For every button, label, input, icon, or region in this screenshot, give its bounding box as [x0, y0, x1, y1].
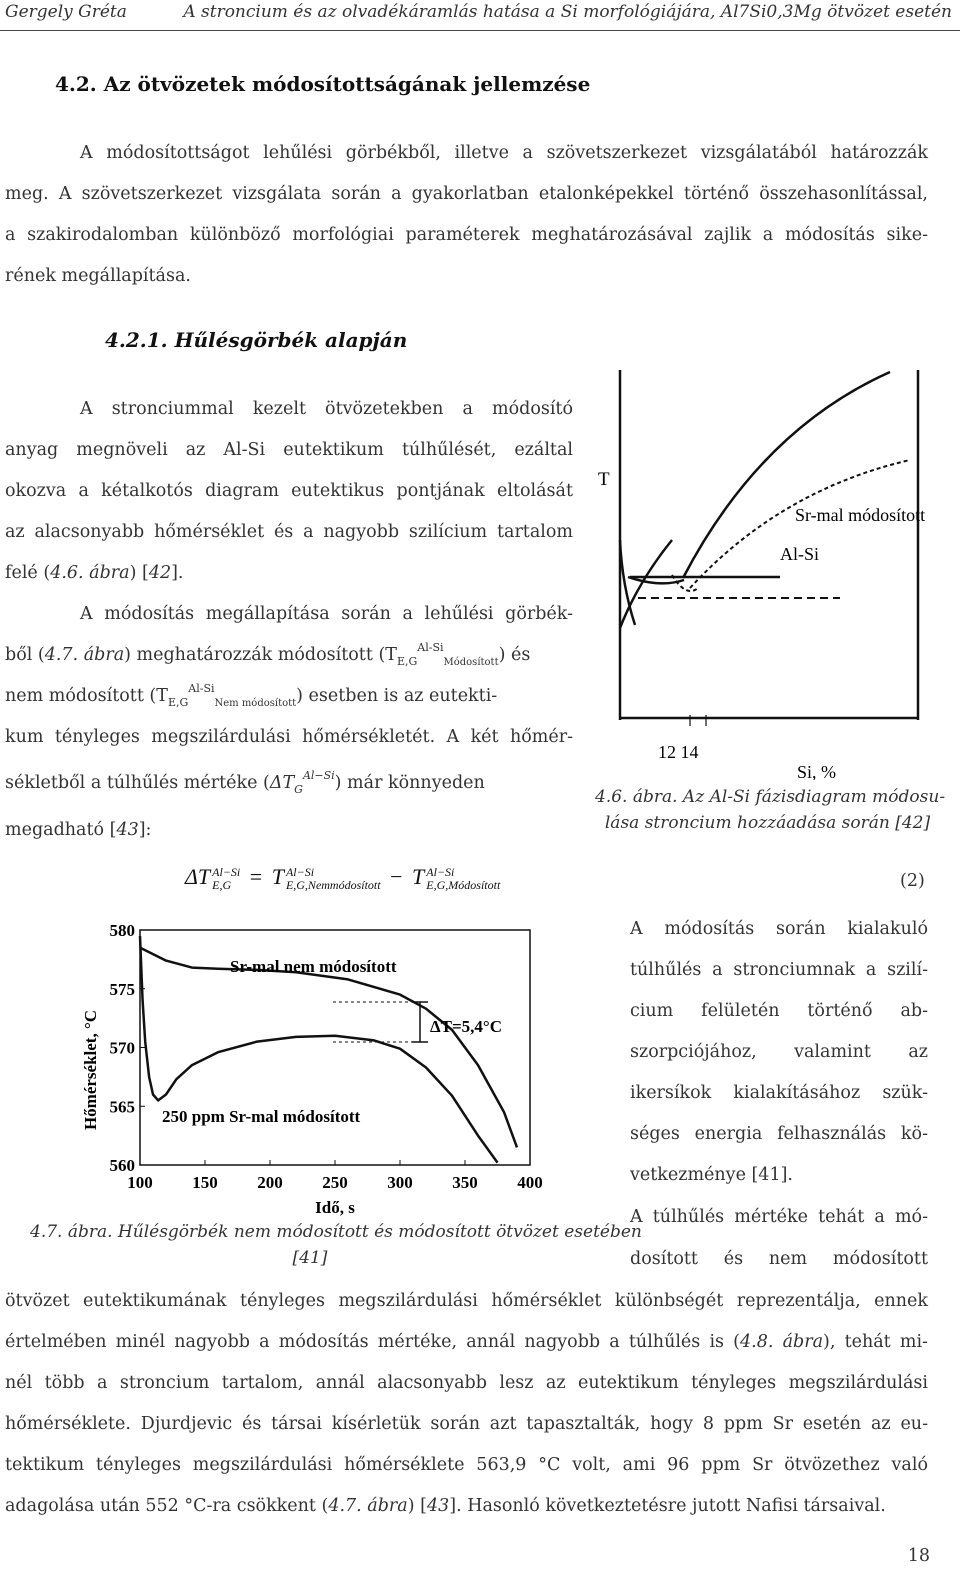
equation-number: (2)	[900, 871, 925, 891]
figure-ref: 4.6. ábra	[50, 563, 130, 583]
left-line-7: ből (4.7. ábra) meghatározzák módosított $(T_{E,G}^{Al-Si}_{Módosított})$ és	[5, 641, 531, 668]
x-tick-label: 250	[322, 1173, 348, 1192]
left-line-5: felé (4.6. ábra) [42].	[5, 563, 184, 583]
figure-ref: 4.8. ábra	[740, 1332, 824, 1352]
cooling-caption-line-1: 4.7. ábra. Hűlésgörbék nem módosított és módosított ötvözet esetében	[30, 1222, 642, 1242]
bottom-line-1: ötvözet eutektikumának tényleges megszilárdulási hőmérséklet különbségét reprezentálja, ennek	[5, 1291, 928, 1311]
x-tick-label: 400	[517, 1173, 543, 1192]
left-line-6: A módosítás megállapítása során a lehűlési görbék-	[80, 604, 573, 624]
cooling-y-label: Hőmérséklet, °C	[81, 1009, 100, 1131]
citation: 43	[116, 820, 139, 840]
left-line-11: megadható [43]:	[5, 820, 152, 840]
left-line-4: az alacsonyabb hőmérséklet és a nagyobb szilícium tartalom	[5, 522, 573, 542]
left-line-1: A stronciummal kezelt ötvözetekben a módosító	[80, 399, 573, 419]
x-tick-label: 300	[387, 1173, 413, 1192]
x-tick-label: 100	[127, 1173, 153, 1192]
right-line-2: túlhűlés a stronciumnak a szilí-	[630, 960, 928, 980]
x-tick-label: 150	[192, 1173, 218, 1192]
bottom-line-2: értelmében minél nagyobb a módosítás mértéke, annál nagyobb a túlhűlés is (4.8. ábra), tehát mi-	[5, 1332, 928, 1352]
right-line-4: szorpciójához, valamint az	[630, 1042, 928, 1062]
right-line-9: dosított és nem módosított	[630, 1249, 928, 1269]
phase-y-label: T	[598, 469, 610, 490]
phase-x-label: Si, %	[797, 762, 837, 780]
cooling-delta-annotation: ΔT=5,4°C	[430, 1017, 503, 1036]
phase-label-modified: Sr-mal módosított	[795, 505, 926, 525]
intro-line-4: rének megállapítása.	[5, 266, 191, 286]
left-line-9: kum tényleges megszilárdulási hőmérsékletét. A két hőmér-	[5, 727, 573, 747]
right-line-6: séges energia felhasználás kö-	[630, 1124, 928, 1144]
bottom-line-3: nél több a stroncium tartalom, annál alacsonyabb lesz az eutektikum tényleges megszilárdulási	[5, 1373, 928, 1393]
intro-line-3: a szakirodalomban különböző morfológiai paraméterek meghatározásával zajlik a módosítás sike-	[5, 225, 928, 245]
cooling-caption-line-2: [41]	[292, 1248, 328, 1268]
left-line-10: sékletből a túlhűlés mértéke $(\Delta T_G^{Al-Si})$ már könnyeden	[5, 769, 485, 796]
phase-caption-line-1: 4.6. ábra. Az Al-Si fázisdiagram módosu-	[595, 787, 946, 807]
cooling-chart	[78, 915, 548, 1220]
citation: 43	[426, 1496, 450, 1516]
y-tick-label: 580	[109, 921, 135, 940]
phase-x-ticks: 12 14	[658, 742, 699, 762]
y-tick-label: 575	[109, 979, 135, 999]
figure-ref: 4.7. ábra	[328, 1496, 408, 1516]
right-line-1: A módosítás során kialakuló	[630, 919, 928, 939]
bottom-line-6: adagolása után 552 °C-ra csökkent (4.7. ábra) [43]. Hasonló következtetésre jutott Nafisi társaival.	[5, 1496, 886, 1516]
section-heading: 4.2. Az ötvözetek módosítottságának jellemzése	[55, 72, 591, 96]
page-number: 18	[907, 1546, 930, 1566]
header-rule	[0, 30, 960, 31]
y-tick-label: 560	[109, 1156, 135, 1175]
right-line-5: ikersíkok kialakításához szük-	[630, 1083, 928, 1103]
cooling-series-label-1: Sr-mal nem módosított	[230, 957, 397, 976]
equation: ΔT Al−Si E,G = T Al−Si E,G,Nemmódosított − T Al−Si E,G,Módosított	[185, 864, 501, 892]
phase-label-alsi: Al-Si	[780, 544, 820, 564]
subsection-heading: 4.2.1. Hűlésgörbék alapján	[105, 328, 408, 352]
x-tick-label: 200	[257, 1173, 283, 1192]
intro-line-2: meg. A szövetszerkezet vizsgálata során a gyakorlatban etalonképekkel történő összehasonlítással,	[5, 184, 928, 204]
y-tick-label: 570	[109, 1038, 135, 1058]
right-line-3: cium felületén történő ab-	[630, 1001, 928, 1021]
bottom-line-5: tektikum tényleges megszilárdulási hőmérséklete 563,9 °C volt, ami 96 ppm Sr ötvözethez való	[5, 1455, 928, 1475]
phase-caption-line-2: lása stroncium hozzáadása során [42]	[604, 813, 931, 833]
intro-line-1: A módosítottságot lehűlési görbékből, illetve a szövetszerkezet vizsgálatából határozzák	[80, 143, 928, 163]
cooling-series-label-2: 250 ppm Sr-mal módosított	[162, 1107, 361, 1126]
right-line-7: vetkezménye [41].	[630, 1165, 793, 1185]
running-header-author: Gergely Gréta	[5, 2, 127, 22]
left-line-2: anyag megnöveli az Al-Si eutektikum túlhűlését, ezáltal	[5, 440, 573, 460]
x-tick-label: 350	[452, 1173, 478, 1192]
right-line-8: A túlhűlés mértéke tehát a mó-	[630, 1207, 928, 1227]
figure-ref: 4.7. ábra	[44, 645, 125, 665]
phase-diagram	[590, 360, 950, 780]
left-line-8: nem módosított $(T_{E,G}^{Al-Si}_{Nem módosított})$ esetben is az eutekti-	[5, 682, 498, 709]
citation: 42	[148, 563, 172, 583]
bottom-line-4: hőmérséklete. Djurdjevic és társai kísérletük során azt tapasztalták, hogy 8 ppm Sr esetén az eu-	[5, 1414, 928, 1434]
left-line-3: okozva a kétalkotós diagram eutektikus pontjának eltolását	[5, 481, 573, 501]
cooling-x-label: Idő, s	[315, 1198, 355, 1217]
y-tick-label: 565	[109, 1097, 135, 1117]
running-header-title: A stroncium és az olvadékáramlás hatása a Si morfológiájára, Al7Si0,3Mg ötvözet esetén	[183, 2, 952, 22]
